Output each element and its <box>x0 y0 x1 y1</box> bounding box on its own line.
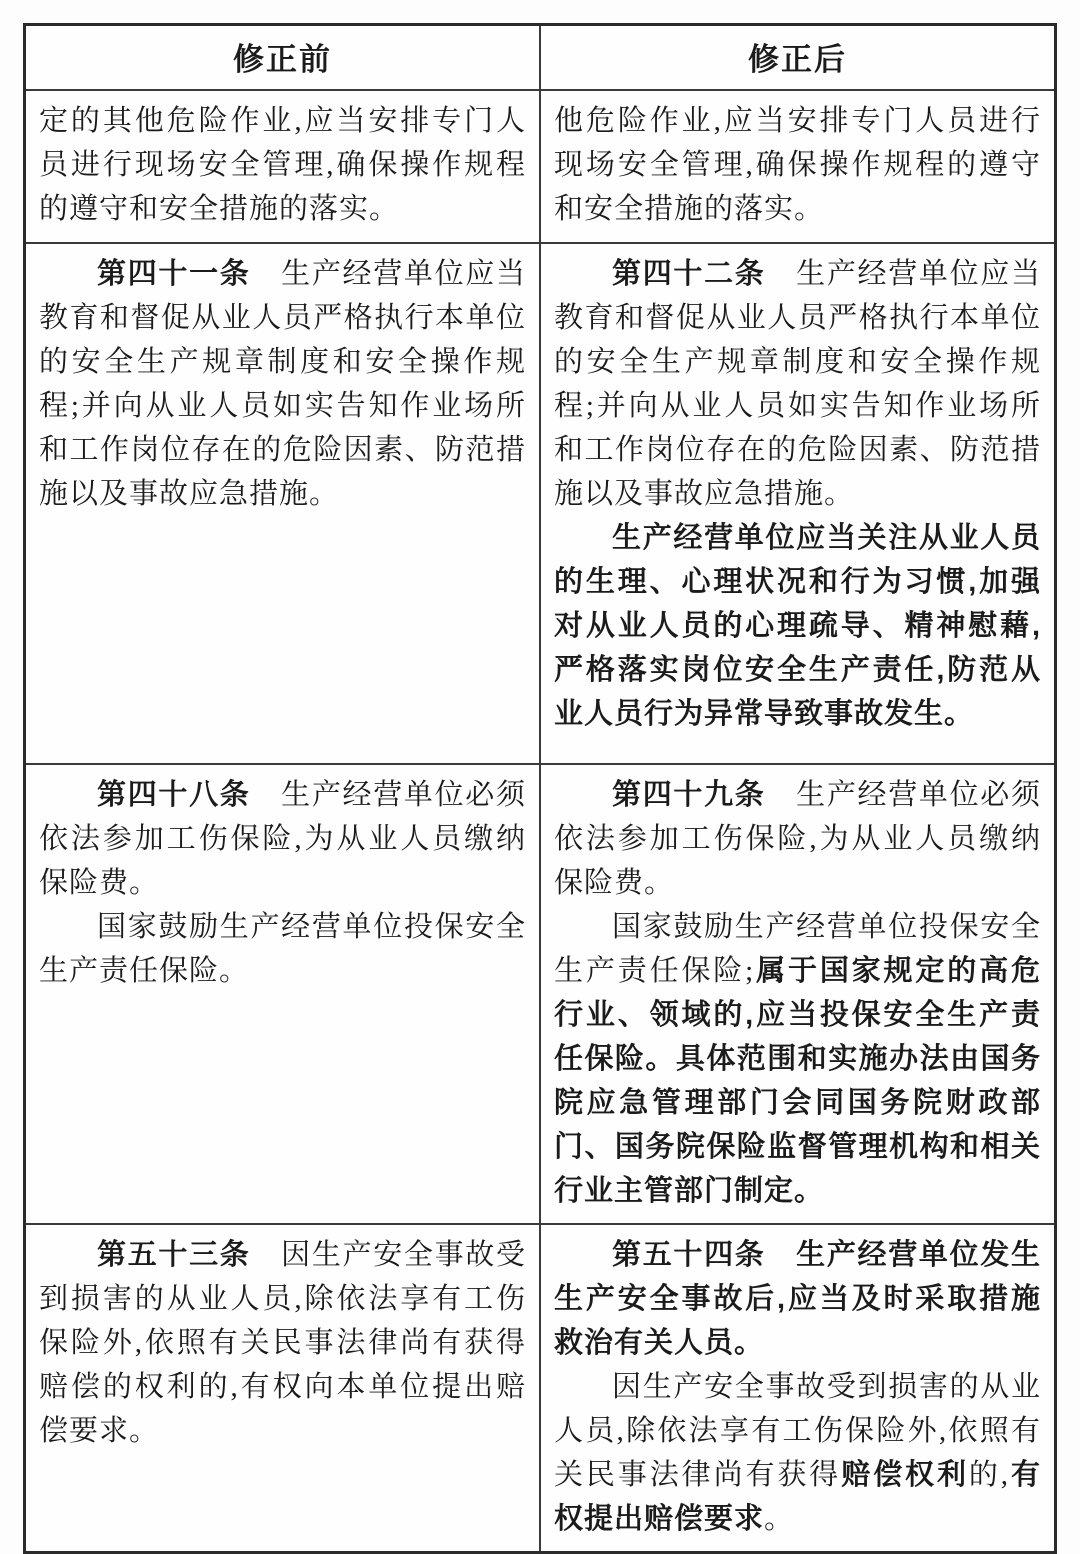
paragraph <box>554 99 1041 231</box>
comparison-table-header <box>25 25 1056 91</box>
amended-text-run: 属于国家规定的高危行业、领域的,应当投保安全生产责任保险。具体范围和实施办法由国务院应急管理部门会同国务院财政部门、国务院保险监督管理机构和相关行业主管部门制定。 <box>554 955 1041 1207</box>
body-text-run: 生产经营单位应当教育和督促从业人员严格执行本单位的安全生产规章制度和安全操作规程;并向从业人员如实告知作业场所和工作岗位存在的危险因素、防范措施以及事故应急措施。 <box>554 258 1041 510</box>
comparison-table <box>23 23 1057 1554</box>
paragraph <box>554 1365 1041 1541</box>
table-row-3 <box>25 764 1056 1224</box>
paragraph <box>39 252 526 516</box>
amended-text-run: 有权提出赔偿要求 <box>554 1459 1041 1535</box>
body-text-run: 的, <box>968 1459 1010 1491</box>
paragraph <box>554 252 1041 516</box>
column-header-after: 修正后 <box>540 25 1056 91</box>
comparison-table-body <box>25 90 1056 1553</box>
body-text-run: 因生产安全事故受到损害的从业人员,除依法享有工伤保险外,依照有关民事法律尚有获得赔偿的权利的,有权向本单位提出赔偿要求。 <box>39 1239 526 1447</box>
paragraph <box>39 1233 526 1453</box>
amended-text-run: 第五十四条 <box>612 1239 766 1271</box>
cell-after-row-4 <box>540 1224 1056 1553</box>
amendment-comparison-document <box>23 23 1057 1554</box>
cell-after-row-2 <box>540 243 1056 764</box>
body-text-run: 定的其他危险作业,应当安排专门人员进行现场安全管理,确保操作规程的遵守和安全措施的落实。 <box>39 105 526 225</box>
body-text-run: 生产经营单位应当教育和督促从业人员严格执行本单位的安全生产规章制度和安全操作规程;并向从业人员如实告知作业场所和工作岗位存在的危险因素、防范措施以及事故应急措施。 <box>39 258 526 510</box>
table-row-2 <box>25 243 1056 764</box>
table-row-1 <box>25 90 1056 243</box>
paragraph <box>554 905 1041 1213</box>
body-text-run: 。 <box>764 1503 795 1535</box>
paragraph <box>39 905 526 993</box>
amended-text-run: 生产经营单位发生生产安全事故后,应当及时采取措施救治有关人员。 <box>554 1239 1041 1359</box>
cell-after-row-1 <box>540 90 1056 243</box>
amended-text-run: 第四十二条 <box>612 258 766 290</box>
amended-text-run: 生产经营单位应当关注从业人员的生理、心理状况和行为习惯,加强对从业人员的心理疏导、精神慰藉,严格落实岗位安全生产责任,防范从业人员行为异常导致事故发生。 <box>554 522 1041 730</box>
cell-before-row-3 <box>25 764 541 1224</box>
amended-text-run: 第四十一条 <box>97 258 251 290</box>
body-text-run: 生产经营单位必须依法参加工伤保险,为从业人员缴纳保险费。 <box>554 779 1041 899</box>
paragraph <box>39 99 526 231</box>
paragraph <box>39 773 526 905</box>
amended-text-run: 第四十八条 <box>97 779 251 811</box>
body-text-run: 生产经营单位必须依法参加工伤保险,为从业人员缴纳保险费。 <box>39 779 526 899</box>
body-text-run <box>765 1239 796 1271</box>
paragraph <box>554 516 1041 736</box>
cell-before-row-2 <box>25 243 541 764</box>
body-text-run: 他危险作业,应当安排专门人员进行现场安全管理,确保操作规程的遵守和安全措施的落实。 <box>554 105 1041 225</box>
amended-text-run: 第四十九条 <box>612 779 766 811</box>
body-text-run: 因生产安全事故受到损害的从业人员,除依法享有工伤保险外,依照有关民事法律尚有获得 <box>554 1371 1041 1491</box>
cell-before-row-1 <box>25 90 541 243</box>
body-text-run: 国家鼓励生产经营单位投保安全生产责任保险。 <box>39 911 526 987</box>
amended-text-run: 赔偿权利 <box>841 1459 969 1491</box>
cell-after-row-3 <box>540 764 1056 1224</box>
amended-text-run: 第五十三条 <box>97 1239 251 1271</box>
body-text-run: 国家鼓励生产经营单位投保安全生产责任保险; <box>554 911 1041 987</box>
table-row-4 <box>25 1224 1056 1553</box>
cell-before-row-4 <box>25 1224 541 1553</box>
paragraph <box>554 773 1041 905</box>
paragraph <box>554 1233 1041 1365</box>
header-row <box>25 25 1056 91</box>
column-header-before: 修正前 <box>25 25 541 91</box>
